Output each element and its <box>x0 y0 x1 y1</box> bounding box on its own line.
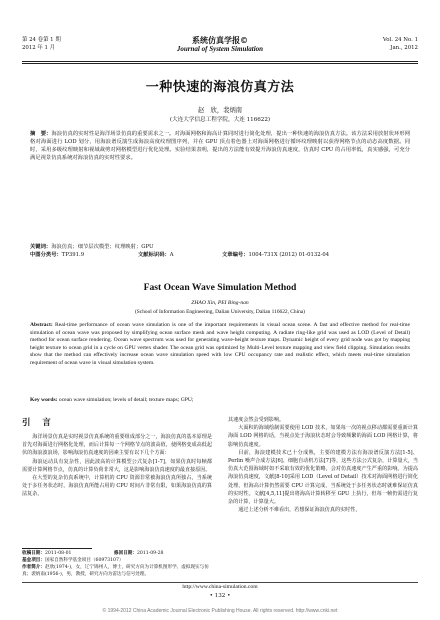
abstract-cn-label: 摘 要： <box>30 131 52 137</box>
footnote-bio <box>22 564 212 578</box>
authors-en: ZHAO Xin, PEI Bing-nan <box>191 300 249 306</box>
bio-label: 作者简介： <box>22 565 45 570</box>
date-cn: 2012 年 1 月 <box>22 45 56 51</box>
footer-rule <box>22 582 418 583</box>
revised-date: 2011-09-28 <box>136 551 164 556</box>
journal-website[interactable]: http://www.china-simulation.com <box>182 584 258 590</box>
doc-label: 文献标识码： <box>138 252 170 258</box>
article-number <box>222 251 329 259</box>
keywords-en-text: ocean wave simulation; levels of detail; texture maps; GPU; <box>58 397 194 403</box>
body-paragraph: 在大型的复杂仿真系统中，计算机的 CPU 资源非常被海浪仿真所独占，当系统处于多任务状态时，海浪仿真所能占用的 CPU 时间片非常有限，如果海浪仿真的算法复杂， <box>22 475 212 498</box>
header-rule-thick <box>22 61 418 62</box>
received-label: 收稿日期： <box>22 551 45 556</box>
clc-label: 中图分类号： <box>30 252 62 258</box>
abstract-en <box>30 322 410 368</box>
copyright-notice: © 1994-2012 China Academic Journal Electronic Publishing House. All rights reserved. http://www.cnki.net <box>102 608 338 614</box>
issue-info-right <box>383 36 418 52</box>
section-heading-char-2: 言 <box>42 417 55 427</box>
art-label: 文章编号： <box>222 252 249 258</box>
body-paragraph: 目前，海浪建模技术已十分成熟，主要的建模方法有海浪谱反演方法[1-5]、Perlin 噪声合成方法[6]、细胞自动机方法[7]等，这些方法公式复杂，计算量大，当仿真大范围海域时如不采取有效的优化策略，会对仿真速度产生严重的影响。为提高海浪仿真速度，文献[8-10]采用 LOD（Level of Detail）技术对海面网格进行简化处理，但海高计算仍然需要 CPU 计算完成，当系统处于多任务状态时就难保证仿真的实时性。文献[4,5,11]提出将海高计算转移至 GPU 上执行，但每一帧仍需进行复杂的计算，计算量大。 <box>228 449 418 506</box>
journal-header <box>22 36 418 62</box>
section-heading-char-1: 引 <box>22 417 35 427</box>
abstract-cn-text: 海浪仿真的实时性是海洋场景仿真的重要需求之一。对海面网格和海高计算同时进行简化处理，提出一种快速的海浪仿真方法。该方法采用放射状环形网格对海面进行 LOD 划分，用海浪谱反演生成海浪高度纹理图序列，并在 GPU 顶点着色器上对海面网格进行循环纹理映射以获得网格节点的动态高度数据。同时，采用多级纹理映射和视域裁剪对网格模型进行优化处理。实验结果表明，提出的方法能有效提升海浪仿真速度，仿真时 CPU 的占用率低，真实感强，可充分满足视景仿真系统对海浪仿真的实时性要求。 <box>30 131 410 162</box>
footnote-fund <box>22 557 212 564</box>
keywords-en <box>30 397 410 405</box>
clc-value: TP391.9 <box>61 252 85 258</box>
revised <box>114 550 163 557</box>
volume-issue-en: Vol. 24 No. 1 <box>382 37 418 43</box>
journal-name <box>22 36 418 54</box>
doc-value: A <box>169 252 174 258</box>
classification-row <box>30 251 410 259</box>
received-date: 2011-08-01 <box>44 551 72 556</box>
footnote <box>22 550 212 578</box>
bio-text: 赵欣(1974-)，女，辽宁锦州人，博士，研究方向为计算机图形学、虚拟现实与仿真；裴炳南(1956-)，男，教授，研究方向为雷达与信号处理。 <box>22 565 209 577</box>
keywords-cn-label: 关键词： <box>30 244 52 250</box>
paper-title-cn: 一种快速的海浪仿真方法 <box>145 80 295 95</box>
abstract-en-label: Abstract: <box>30 322 53 328</box>
keywords-and-classification <box>30 243 410 259</box>
header-rule-thin <box>22 63 418 64</box>
body-paragraph: 海洋场景仿真是实时视景仿真系统的重要组成部分之一，海浪仿真的基本原理是首先对海面进行网格化处理，而后计算每一个网格节点的波高值，使网格变成高低起伏的海浪波浪场，影响海浪仿真速度的因素主要有以下几个方面： <box>22 434 212 457</box>
page-number: • 132 • <box>209 593 231 599</box>
journal-name-cn: 系统仿真学报© <box>192 35 248 45</box>
keywords-cn-text: 海浪仿真；细节层次模型；纹理映射；GPU <box>51 244 154 250</box>
abstract-en-text: Real-time performance of ocean wave simulation is one of the important requirements in visual ocean scene. A fast and effective method for real-time simulation of ocean wave was proposed by simplifying ocean surface mesh and wave height computing. A radiate ring-like grid was used as LOD (Level of Detail) method for ocean surface rendering. Ocean wave spectrum was used for generating wave-height texture maps. Dynamic height of every grid node was got by mapping height texture to ocean grid in a cycle on GPU vertex shader. The ocean grid was optimized by Multi-Level texture mapping and view field clipping. Simulation results show that the method can effectively increase ocean wave simulation speed with low CPU occupancy rate and realistic effect, which meets real-time simulation requirement of ocean wave in visual simulation system. <box>30 322 410 366</box>
body-paragraph: 大面积的海域绘制需要使用 LOD 技术，如果每一次的视点移动都需要重新计算海面 LOD 网格的话，当视点处于海浪状态时会导致频繁的海面 LOD 网格计算，将影响仿真速度。 <box>228 425 418 448</box>
art-value: 1004-731X (2012) 01-0132-04 <box>248 252 330 258</box>
body-column-left <box>22 416 212 499</box>
fund-text: 国家自然科学基金项目（60973107） <box>44 558 124 563</box>
volume-issue-cn: 第 24 卷第 1 期 <box>22 37 61 43</box>
document-code <box>138 251 174 259</box>
clc-number <box>30 252 84 258</box>
abstract-cn <box>30 130 410 162</box>
body-paragraph: 海浪运动具有复杂性，因此波高的计算模型公式复杂[1-7]，如果仿真时每帧都需要计算网格节点，仿真的计算负荷非常大，这是影响海浪仿真速度的最直接原因。 <box>22 458 212 473</box>
footnote-rule <box>22 548 92 549</box>
affiliation-cn: (大连大学信息工程学院，大连 116622) <box>169 117 271 123</box>
fund-label: 基金项目： <box>22 558 45 563</box>
body-paragraph: 通过上述分析不难看出，若想保证海浪仿真的实时性， <box>238 507 361 514</box>
date-en: Jan., 2012 <box>390 45 418 51</box>
body-paragraph: 其速度会然会受到影响。 <box>228 417 285 423</box>
keywords-en-label: Key words: <box>30 397 58 403</box>
body-column-right <box>228 416 418 514</box>
journal-name-en: Journal of System Simulation <box>176 45 264 53</box>
section-heading-introduction <box>22 416 212 428</box>
footnote-dates <box>22 550 212 557</box>
authors-cn: 赵 欣，裴炳南 <box>197 107 243 114</box>
revised-label: 修回日期： <box>114 551 137 556</box>
affiliation-en: (School of Information Engineering, Dalian University, Dalian 116622, China) <box>135 309 305 315</box>
paper-title-en: Fast Ocean Wave Simulation Method <box>143 282 297 293</box>
keywords-cn <box>30 243 410 251</box>
